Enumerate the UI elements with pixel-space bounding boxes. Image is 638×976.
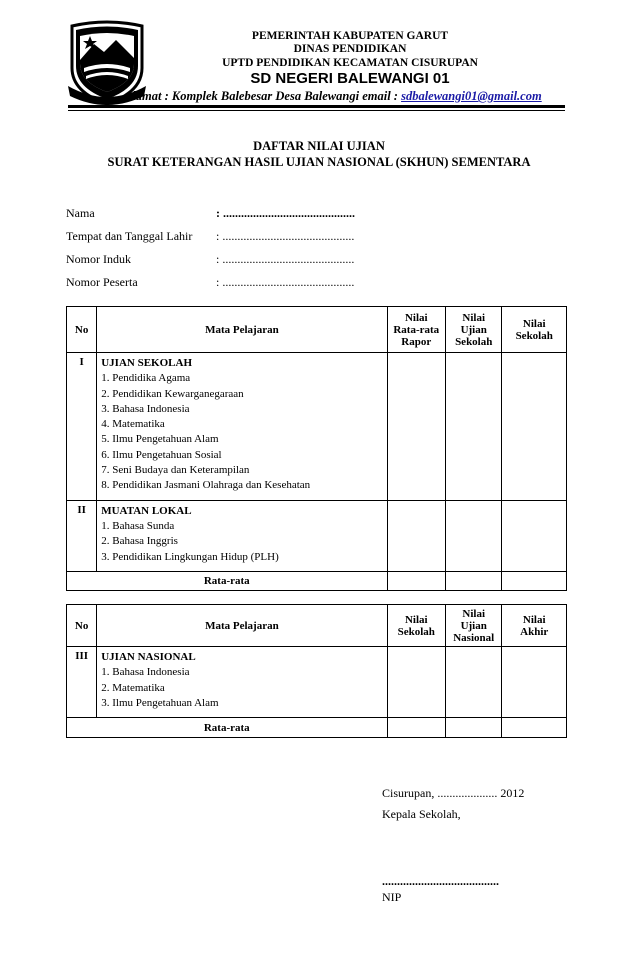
list-item: 2. Matematika (101, 681, 165, 694)
score-cell (502, 353, 567, 501)
score-cell (446, 571, 502, 590)
field-label-ttl: Tempat dan Tanggal Lahir (66, 229, 193, 243)
subject-list (101, 371, 382, 493)
list-item: 2. Bahasa Inggris (101, 535, 178, 548)
header-line: Ujian (460, 323, 487, 336)
table-row (67, 647, 567, 718)
field-value-nomor-induk: : ............................................ (216, 252, 355, 266)
header-government-line: PEMERINTAH KABUPATEN GARUT (251, 30, 449, 42)
signature-nip: NIP (382, 890, 402, 904)
header-rule-thick (68, 105, 565, 108)
list-item: 1. Pendidika Agama (101, 372, 191, 385)
field-value-ttl: : ............................................ (216, 229, 355, 243)
section-title: MUATAN LOKAL (101, 504, 192, 517)
school-email-link[interactable]: sdbalewangi01@gmail.com (401, 89, 542, 103)
score-cell (446, 718, 502, 738)
header-school-score (387, 605, 445, 647)
header-school-exam (446, 307, 502, 353)
signature-place-date: Cisurupan, .................... 2012 (382, 786, 525, 800)
header-subject: Mata Pelajaran (97, 307, 387, 353)
school-exam-table (66, 306, 567, 591)
header-uptd-line: UPTD PENDIDIKAN KECAMATAN CISURUPAN (222, 57, 478, 69)
list-item: 1. Bahasa Sunda (101, 519, 175, 532)
list-item: 1. Bahasa Indonesia (101, 666, 190, 679)
score-cell (502, 718, 567, 738)
header-national-exam (446, 605, 502, 647)
header-final-score (502, 605, 567, 647)
national-exam-table (66, 604, 567, 738)
header-line: Akhir (520, 625, 549, 638)
header-line: Sekolah (515, 329, 553, 342)
list-item: 3. Pendidikan Lingkungan Hidup (PLH) (101, 550, 279, 563)
list-item: 7. Seni Budaya dan Keterampilan (101, 464, 250, 477)
section-subjects (97, 647, 387, 718)
header-line: Nilai (462, 311, 486, 324)
list-item: 5. Ilmu Pengetahuan Alam (101, 433, 219, 446)
average-row (67, 718, 567, 738)
header-rule-thin (68, 110, 565, 111)
field-label-nomor-peserta: Nomor Peserta (66, 275, 138, 289)
section-subjects (97, 353, 387, 501)
signature-position: Kepala Sekolah, (382, 807, 461, 821)
header-line: Nilai (404, 311, 428, 324)
header-line: Sekolah (455, 335, 493, 348)
list-item: 3. Bahasa Indonesia (101, 402, 190, 415)
score-cell (446, 647, 502, 718)
score-cell (387, 353, 445, 501)
score-cell (387, 718, 445, 738)
field-label-nama: Nama (66, 206, 95, 220)
score-cell (387, 500, 445, 571)
score-cell (446, 353, 502, 501)
average-label: Rata-rata (67, 571, 388, 590)
header-no: No (67, 307, 97, 353)
subject-list (101, 519, 382, 565)
header-no: No (67, 605, 97, 647)
list-item: 3. Ilmu Pengetahuan Alam (101, 696, 219, 709)
score-cell (502, 571, 567, 590)
section-number: II (67, 500, 97, 571)
field-value-nomor-peserta: : ............................................ (216, 275, 355, 289)
score-cell (446, 500, 502, 571)
header-line: Rata-rata (393, 323, 440, 336)
section-number: I (67, 353, 97, 501)
section-title: UJIAN NASIONAL (101, 651, 196, 663)
address-text: Alamat : Komplek Balebesar Desa Balewangi email : (124, 89, 402, 103)
document-subtitle: SURAT KETERANGAN HASIL UJIAN NASIONAL (SKHUN) SEMENTARA (107, 155, 531, 169)
header-line: Nilai (522, 613, 546, 626)
score-cell (387, 647, 445, 718)
header-line: Nilai (522, 317, 546, 330)
header-line: Nilai (404, 613, 428, 626)
header-line: Nilai (462, 607, 486, 620)
header-school-score (502, 307, 567, 353)
list-item: 8. Pendidikan Jasmani Olahraga dan Kesehatan (101, 479, 311, 492)
table-header-row (67, 605, 567, 647)
document-title: DAFTAR NILAI UJIAN (253, 139, 385, 153)
section-number: III (67, 647, 97, 718)
section-subjects (97, 500, 387, 571)
field-value-nama: : ............................................ (216, 206, 355, 220)
score-cell (502, 647, 567, 718)
field-label-nomor-induk: Nomor Induk (66, 252, 131, 266)
header-line: Ujian (460, 619, 487, 632)
average-row (67, 571, 567, 590)
table-header-row (67, 307, 567, 353)
header-report-average (387, 307, 445, 353)
header-line: Rapor (401, 335, 432, 348)
list-item: 2. Pendidikan Kewarganegaraan (101, 387, 244, 400)
list-item: 4. Matematika (101, 418, 165, 431)
header-line: Nasional (453, 631, 495, 644)
table-row (67, 500, 567, 571)
header-department-line: DINAS PENDIDIKAN (293, 43, 407, 55)
header-subject: Mata Pelajaran (97, 605, 387, 647)
section-title: UJIAN SEKOLAH (101, 357, 193, 369)
signature-name-line: ....................................... (382, 874, 499, 888)
average-label: Rata-rata (67, 718, 388, 738)
header-line: Sekolah (397, 625, 435, 638)
table-row (67, 353, 567, 501)
subject-list (101, 665, 382, 711)
header-school-name: SD NEGERI BALEWANGI 01 (250, 70, 450, 87)
header-address (124, 89, 564, 104)
list-item: 6. Ilmu Pengetahuan Sosial (101, 448, 222, 461)
score-cell (387, 571, 445, 590)
score-cell (502, 500, 567, 571)
